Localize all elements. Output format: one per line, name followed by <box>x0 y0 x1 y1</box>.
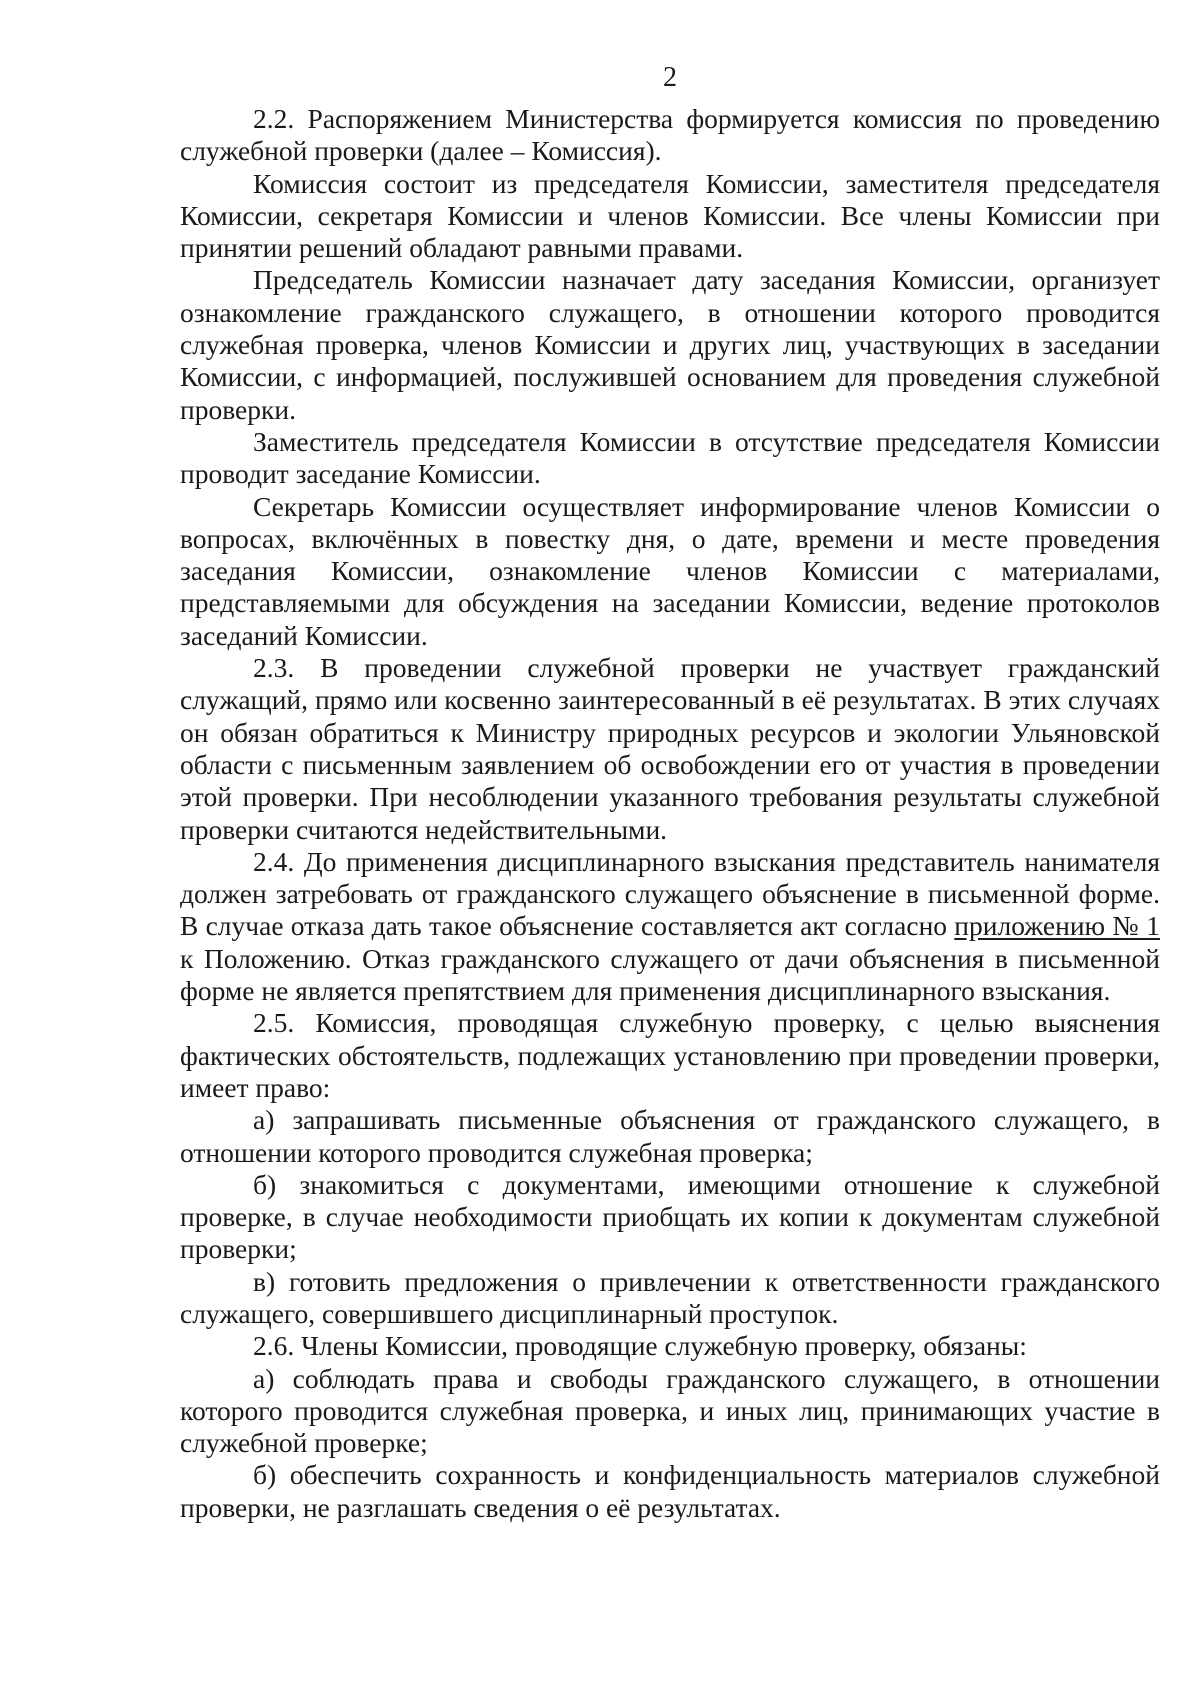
paragraph-deputy-duties: Заместитель председателя Комиссии в отсутствие председателя Комиссии проводит заседание Комиссии. <box>180 425 1160 490</box>
paragraph-2-5-b: б) знакомиться с документами, имеющими отношение к служебной проверке, в случае необходимости приобщать их копии к документам служебной проверки; <box>180 1168 1160 1265</box>
paragraph-2-4 <box>180 846 1160 1007</box>
paragraph-2-4-text-before: 2.4. До применения дисциплинарного взыскания представитель нанимателя должен затребовать от гражданского служащего объяснение в письменной форме. В случае отказа дать такое объяснение составляется акт согласно <box>180 845 1160 942</box>
paragraph-2-3: 2.3. В проведении служебной проверки не участвует гражданский служащий, прямо или косвенно заинтересованный в её результатах. В этих случаях он обязан обратиться к Министру природных ресурсов и экологии Ульяновской области с письменным заявлением об освобождении его от участия в проведении этой проверки. При несоблюдении указанного требования результаты служебной проверки считаются недействительными. <box>180 652 1160 845</box>
paragraph-secretary-duties: Секретарь Комиссии осуществляет информирование членов Комиссии о вопросах, включённых в повестку дня, о дате, времени и месте проведения заседания Комиссии, ознакомление членов Комиссии с материалами, представляемыми для обсуждения на заседании Комиссии, ведение протоколов заседаний Комиссии. <box>180 490 1160 651</box>
paragraph-2-6-a: а) соблюдать права и свободы гражданского служащего, в отношении которого проводится служебная проверка, и иных лиц, принимающих участие в служебной проверке; <box>180 1362 1160 1459</box>
appendix-1-link[interactable]: приложению № 1 <box>954 910 1160 942</box>
paragraph-2-6: 2.6. Члены Комиссии, проводящие служебную проверку, обязаны: <box>253 1330 1027 1362</box>
paragraph-chairman-duties: Председатель Комиссии назначает дату заседания Комиссии, организует ознакомление гражданского служащего, в отношении которого проводится служебная проверка, членов Комиссии и других лиц, участвующих в заседании Комиссии, с информацией, послужившей основанием для проведения служебной проверки. <box>180 264 1160 425</box>
paragraph-2-2: 2.2. Распоряжением Министерства формируется комиссия по проведению служебной проверки (далее – Комиссия). <box>180 103 1160 167</box>
page-number: 2 <box>663 62 677 93</box>
paragraph-2-5-v: в) готовить предложения о привлечении к ответственности гражданского служащего, совершившего дисциплинарный проступок. <box>180 1265 1160 1329</box>
paragraph-commission-composition: Комиссия состоит из председателя Комиссии, заместителя председателя Комиссии, секретаря Комиссии и членов Комиссии. Все члены Комиссии при принятии решений обладают равными правами. <box>180 167 1160 264</box>
document-body <box>180 103 1160 1524</box>
paragraph-2-5: 2.5. Комиссия, проводящая служебную проверку, с целью выяснения фактических обстоятельств, подлежащих установлению при проведении проверки, имеет право: <box>180 1007 1160 1103</box>
paragraph-2-4-text-after: к Положению. Отказ гражданского служащего от дачи объяснения в письменной форме не является препятствием для применения дисциплинарного взыскания. <box>180 942 1160 1007</box>
paragraph-2-6-b: б) обеспечить сохранность и конфиденциальность материалов служебной проверки, не разглашать сведения о её результатах. <box>180 1459 1160 1523</box>
paragraph-2-5-a: а) запрашивать письменные объяснения от гражданского служащего, в отношении которого проводится служебная проверка; <box>180 1104 1160 1168</box>
